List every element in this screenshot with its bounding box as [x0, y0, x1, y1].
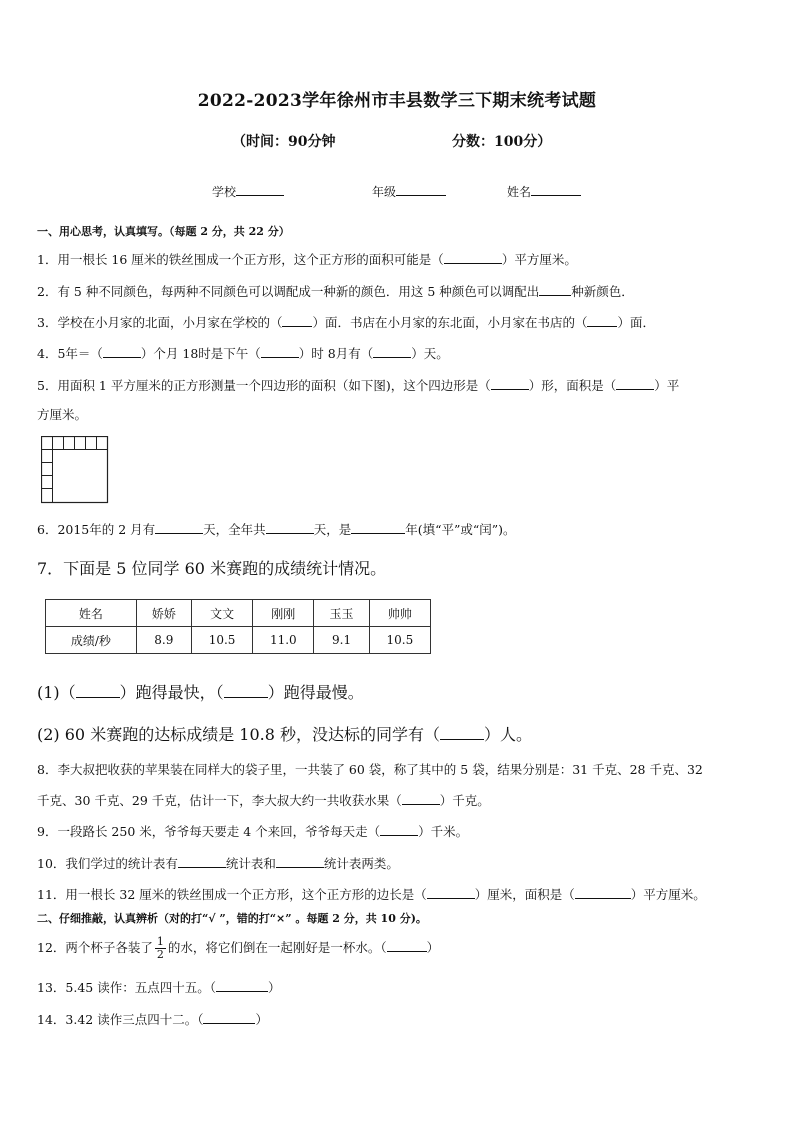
- q13-text-a: 13．5.45 读作：五点四十五。（: [37, 980, 216, 995]
- table-cell: 11.0: [253, 627, 314, 654]
- q6-blank-1: [155, 520, 203, 534]
- q10-text-c: 统计表两类。: [323, 856, 399, 871]
- q10-text-a: 10．我们学过的统计表有: [37, 856, 178, 871]
- question-6: [37, 520, 516, 538]
- exam-score: 分数：100分）: [452, 134, 552, 150]
- q5-blank-2: [616, 376, 654, 390]
- school-label: 学校: [212, 185, 237, 199]
- q6-text-c: 天，是: [313, 522, 352, 537]
- question-10: [37, 854, 399, 872]
- table-cell: 娇娇: [136, 600, 191, 627]
- question-8: 8．李大叔把收获的苹果装在同样大的袋子里，一共装了 60 袋，称了其中的 5 袋，结果分别是：31 千克、28 千克、32: [37, 762, 703, 777]
- q11-text-b: ）厘米，面积是（: [474, 887, 575, 902]
- question-9: [37, 822, 468, 840]
- table-row: [46, 627, 431, 654]
- q6-blank-3: [351, 520, 405, 534]
- q3-blank-1: [282, 313, 312, 327]
- q4-blank-1: [103, 344, 141, 358]
- question-7: 7．下面是 5 位同学 60 米赛跑的成绩统计情况。: [37, 559, 387, 578]
- one-half-fraction: [155, 936, 166, 961]
- q4-text-c: ）时 8月有（: [298, 346, 374, 361]
- section-1-heading: 一、用心思考，认真填写。（每题 2 分，共 22 分）: [37, 225, 290, 238]
- table-cell: 姓名: [46, 600, 137, 627]
- q11-text-c: ）平方厘米。: [630, 887, 706, 902]
- section-2-heading: 二、仔细推敲，认真辨析（对的打“√ ”，错的打“×” 。每题 2 分，共 10 分)。: [37, 912, 427, 925]
- q10-blank-1: [178, 854, 226, 868]
- q7-1-text-c: ）跑得最慢。: [267, 683, 364, 702]
- question-7-part-2: [37, 722, 532, 745]
- q1-blank: [444, 250, 502, 264]
- table-cell: 8.9: [136, 627, 191, 654]
- q9-text-a: 9．一段路长 250 米，爷爷每天要走 4 个来回，爷爷每天走（: [37, 824, 381, 839]
- q7-2-text-a: (2) 60 米赛跑的达标成绩是 10.8 秒，没达标的同学有（: [37, 725, 440, 744]
- question-3: [37, 313, 655, 331]
- q4-blank-2: [261, 344, 299, 358]
- q4-blank-3: [373, 344, 411, 358]
- name-blank: [531, 182, 581, 196]
- q8-text-b: 千克、30 千克、29 千克，估计一下，李大叔大约一共收获水果（: [37, 793, 402, 808]
- q14-blank: [203, 1010, 255, 1024]
- question-5-cont: 方厘米。: [37, 407, 88, 422]
- q11-blank-2: [575, 885, 631, 899]
- q7-2-text-b: ）人。: [484, 725, 533, 744]
- q12-blank: [387, 938, 427, 952]
- q10-blank-2: [276, 854, 324, 868]
- race-results-table: [45, 599, 431, 654]
- q8-text-c: ）千克。: [439, 793, 490, 808]
- question-5: [37, 376, 679, 394]
- name-field: [507, 182, 581, 200]
- question-13: [37, 978, 280, 996]
- name-label: 姓名: [507, 185, 532, 199]
- school-blank: [236, 182, 284, 196]
- q2-blank: [539, 282, 571, 296]
- q6-text-d: 年(填“平”或“闰”)。: [405, 522, 516, 537]
- q9-text-b: ）千米。: [418, 824, 469, 839]
- q4-text-d: ）天。: [411, 346, 449, 361]
- q3-text-b: ）面．书店在小月家的东北面，小月家在书店的（: [312, 315, 588, 330]
- q3-text-c: ）面．: [617, 315, 655, 330]
- q7-1-text-a: (1)（: [37, 683, 76, 702]
- q3-text-a: 3．学校在小月家的北面，小月家在学校的（: [37, 315, 283, 330]
- q9-blank: [380, 822, 418, 836]
- grade-blank: [396, 182, 446, 196]
- quadrilateral-grid-figure: [41, 436, 111, 504]
- question-14: [37, 1010, 268, 1028]
- grade-field: [372, 182, 446, 200]
- q11-blank-1: [427, 885, 475, 899]
- q8-blank: [402, 791, 440, 805]
- q5-text-b: ）形，面积是（: [528, 378, 617, 393]
- fraction-denominator: 2: [156, 948, 164, 961]
- q1-text-b: ）平方厘米。: [501, 252, 577, 267]
- question-1: [37, 250, 577, 268]
- q5-blank-1: [491, 376, 529, 390]
- question-2: [37, 282, 634, 300]
- fraction-numerator: 1: [156, 935, 164, 948]
- table-cell: 10.5: [191, 627, 252, 654]
- q14-text-b: ）: [255, 1012, 268, 1027]
- q11-text-a: 11．用一根长 32 厘米的铁丝围成一个正方形，这个正方形的边长是（: [37, 887, 427, 902]
- q12-text-b: 的水，将它们倒在一起刚好是一杯水。（: [167, 940, 387, 955]
- q6-blank-2: [266, 520, 314, 534]
- q2-text-a: 2．有 5 种不同颜色，每两种不同颜色可以调配成一种新的颜色．用这 5 种颜色可以调配出: [37, 284, 540, 299]
- q10-text-b: 统计表和: [225, 856, 276, 871]
- table-cell: 文文: [191, 600, 252, 627]
- q13-text-b: ）: [267, 980, 281, 995]
- q3-blank-2: [587, 313, 617, 327]
- q13-blank: [216, 978, 268, 992]
- q2-text-b: 种新颜色．: [571, 284, 634, 299]
- exam-time: （时间：90分钟: [232, 134, 336, 150]
- q6-text-a: 6．2015年的 2 月有: [37, 522, 156, 537]
- table-cell: 帅帅: [369, 600, 430, 627]
- table-cell: 10.5: [369, 627, 430, 654]
- q7-1-blank-2: [224, 682, 268, 698]
- page-title: 2022-2023学年徐州市丰县数学三下期末统考试题: [197, 91, 597, 111]
- q1-text-a: 1．用一根长 16 厘米的铁丝围成一个正方形，这个正方形的面积可能是（: [37, 252, 444, 267]
- q7-2-blank: [440, 724, 484, 740]
- q6-text-b: 天，全年共: [203, 522, 266, 537]
- q12-text-a: 12．两个杯子各装了: [37, 940, 153, 955]
- q14-text-a: 14．3.42 读作三点四十二。（: [37, 1012, 204, 1027]
- q4-text-a: 4．5年＝（: [37, 346, 103, 361]
- q5-text-a: 5．用面积 1 平方厘米的正方形测量一个四边形的面积（如下图)，这个四边形是（: [37, 378, 491, 393]
- q5-text-c: ）平: [654, 378, 680, 393]
- table-cell: 成绩/秒: [46, 627, 137, 654]
- q7-1-blank-1: [76, 682, 120, 698]
- table-cell: 刚刚: [253, 600, 314, 627]
- question-8-cont: [37, 791, 490, 809]
- question-12: [37, 936, 439, 961]
- school-field: [212, 182, 284, 200]
- table-cell: 玉玉: [314, 600, 369, 627]
- table-cell: 9.1: [314, 627, 369, 654]
- q4-text-b: ）个月 18时是下午（: [140, 346, 261, 361]
- question-11: [37, 885, 706, 903]
- grade-label: 年级: [372, 185, 397, 199]
- q7-1-text-b: ）跑得最快，（: [119, 683, 224, 702]
- q12-text-c: ）: [426, 940, 440, 955]
- table-header-row: [46, 600, 431, 627]
- question-7-part-1: [37, 680, 364, 703]
- question-4: [37, 344, 449, 362]
